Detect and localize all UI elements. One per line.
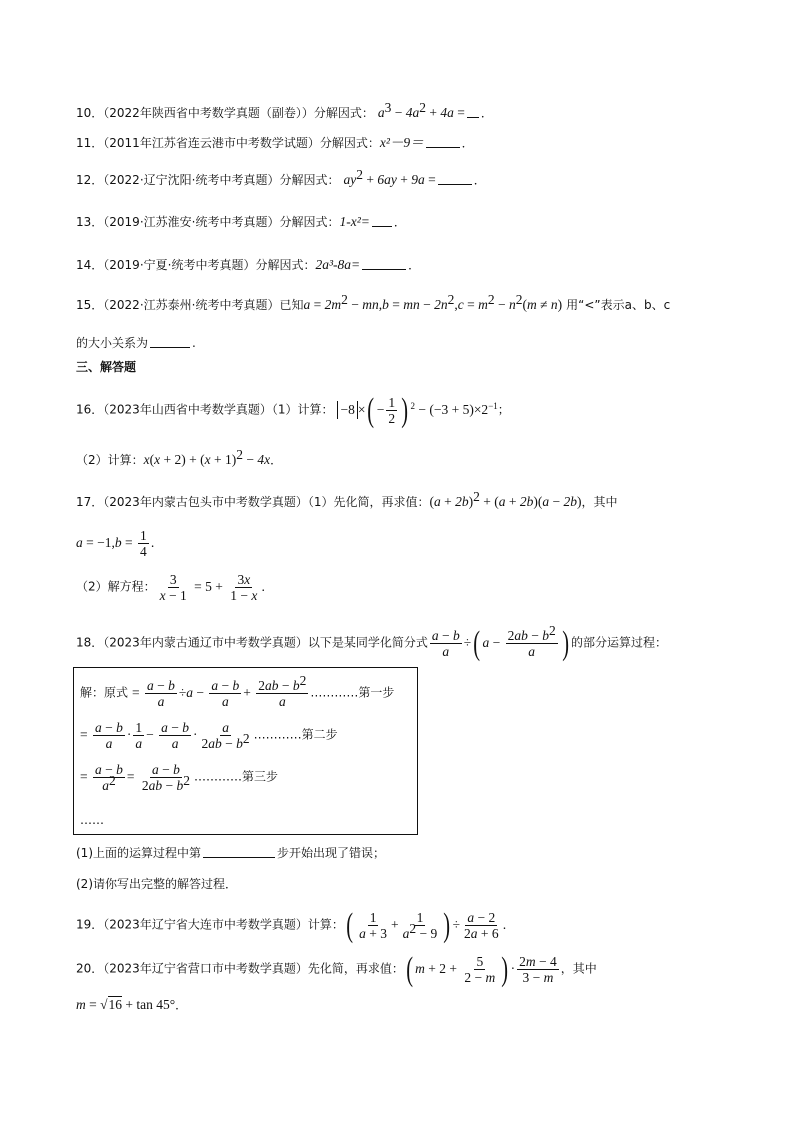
q15-expression: $a = 2m^2 - mn,b$ = mn − $2n^2,c = m^2 - n^2(m \ne n)$ bbox=[303, 292, 563, 312]
answer-blank[interactable] bbox=[467, 105, 479, 118]
q17-expression: $(a + 2b)^2 + (a + 2b)(a - 2b)$ bbox=[429, 489, 582, 509]
box-step-1: 解：原式 = $\frac{a - b}{a}$ ÷a − $\frac{a - b}{a}$ + $\frac{2ab - b^2}{a}$ …………第一步 bbox=[80, 673, 395, 709]
question-20: 20．（2023年辽宁省营口市中考数学真题）先化简，再求值：( m + 2 + $\frac{5}{2 - m}$ ) · $\frac{2m - 4}{3 - m}$ ，其中 bbox=[76, 950, 597, 988]
question-13: 13．（2019·江苏淮安·统考中考真题）分解因式：1-x²= ． bbox=[76, 214, 406, 229]
solution-box bbox=[73, 667, 418, 835]
box-step-3: = $\frac{a - b}{a^2}$ = $\frac{a - b}{2ab - b^2}$ …………第三步 bbox=[80, 762, 279, 793]
answer-blank[interactable] bbox=[362, 257, 406, 270]
box-step-2: = $\frac{a - b}{a}$ · $\frac{1}{a}$ − $\frac{a - b}{a}$ · $\frac{a}{2ab - b^2}$ …………第二步 bbox=[80, 720, 338, 751]
answer-blank[interactable] bbox=[372, 214, 392, 227]
question-17: 17．（2023年内蒙古包头市中考数学真题）（1）先化简，再求值：$(a + 2b)^2 + (a + 2b)(a - 2b)$，其中 bbox=[76, 489, 618, 509]
question-11: 11．（2011年江苏省连云港市中考数学试题）分解因式：x²－9＝ ． bbox=[76, 135, 474, 150]
question-16: 16．（2023年山西省中考数学真题）（1）计算： −8 ×( − $\frac{1}{2}$ ) $^2 - (-3 + 5)\times 2^{-1}$； bbox=[76, 391, 510, 429]
question-17-values: a = −1,b = $\frac{1}{4}$ ． bbox=[76, 528, 163, 559]
question-16-part2: （2）计算：$x(x + 2) + (x + 1)^2 - 4x$． bbox=[76, 447, 283, 467]
answer-blank[interactable] bbox=[426, 135, 460, 148]
question-18-sub2: (2)请你写出完整的解答过程． bbox=[76, 877, 237, 891]
question-15-line2: 的大小关系为 . bbox=[76, 336, 196, 350]
question-20-values: m = √16 + tan 45°． bbox=[76, 997, 188, 1012]
question-15: 15．（2022·江苏泰州·统考中考真题）已知$a = 2m^2 - mn,b$ = mn − $2n^2,c = m^2 - n^2(m \ne n)$ 用“<”表示a、b、c bbox=[76, 292, 671, 312]
q16-expression: −8 ×( − $\frac{1}{2}$ ) $^2 - (-3 + 5)\times 2^{-1}$ bbox=[337, 402, 497, 417]
answer-blank[interactable] bbox=[438, 172, 472, 185]
q20-values: m = √16 + tan 45° bbox=[76, 997, 176, 1012]
question-18: 18．（2023年内蒙古通辽市中考数学真题）以下是某同学化简分式 $\frac{a - b}{a}$ ÷( a − $\frac{2ab - b^2}{a}$ ) 的部分运算过程： bbox=[76, 623, 668, 662]
q12-expression: $ay^2 + 6ay + 9a$ = bbox=[343, 167, 436, 187]
question-10: 10．（2022年陕西省中考数学真题（副卷））分解因式： $a^3 - 4a^2 + 4a$ = ． bbox=[76, 100, 493, 120]
question-17-part2: （2）解方程： $\frac{3}{x - 1}$ = 5 + $\frac{3x}{1 - x}$ ． bbox=[76, 572, 274, 603]
answer-blank[interactable] bbox=[150, 335, 190, 348]
q20-expression: ( m + 2 + $\frac{5}{2 - m}$ ) · $\frac{2m - 4}{3 - m}$ bbox=[406, 950, 557, 988]
question-19: 19．（2023年辽宁省大连市中考数学真题）计算：( $\frac{1}{a + 3}$ + $\frac{1}{a^2 - 9}$ ) ÷ $\frac{a - 2}{2a + 6}$ ． bbox=[76, 906, 515, 944]
question-14: 14．（2019·宁夏·统考中考真题）分解因式：2a³-8a= ． bbox=[76, 257, 421, 272]
q18-expression: $\frac{a - b}{a}$ ÷( a − $\frac{2ab - b^2}{a}$ ) bbox=[431, 623, 569, 662]
q17-equation: $\frac{3}{x - 1}$ = 5 + $\frac{3x}{1 - x}$ bbox=[159, 572, 258, 603]
q17-values: a = −1,b = $\frac{1}{4}$ bbox=[76, 528, 147, 559]
answer-blank[interactable] bbox=[203, 845, 275, 858]
section-heading: 三、解答题 bbox=[76, 360, 137, 374]
q10-expression: $a^3 - 4a^2 + 4a$ = bbox=[377, 100, 465, 120]
q19-expression: ( $\frac{1}{a + 3}$ + $\frac{1}{a^2 - 9}$ ) ÷ $\frac{a - 2}{2a + 6}$ bbox=[346, 906, 499, 944]
q16-part2-expression: $x(x + 2) + (x + 1)^2 - 4x$ bbox=[143, 447, 271, 467]
question-18-sub1: (1)上面的运算过程中第 步开始出现了错误； bbox=[76, 846, 386, 860]
question-12: 12．（2022·辽宁沈阳·统考中考真题）分解因式： $ay^2 + 6ay + 9a$ = ． bbox=[76, 167, 486, 187]
box-etc: …… bbox=[80, 813, 104, 827]
